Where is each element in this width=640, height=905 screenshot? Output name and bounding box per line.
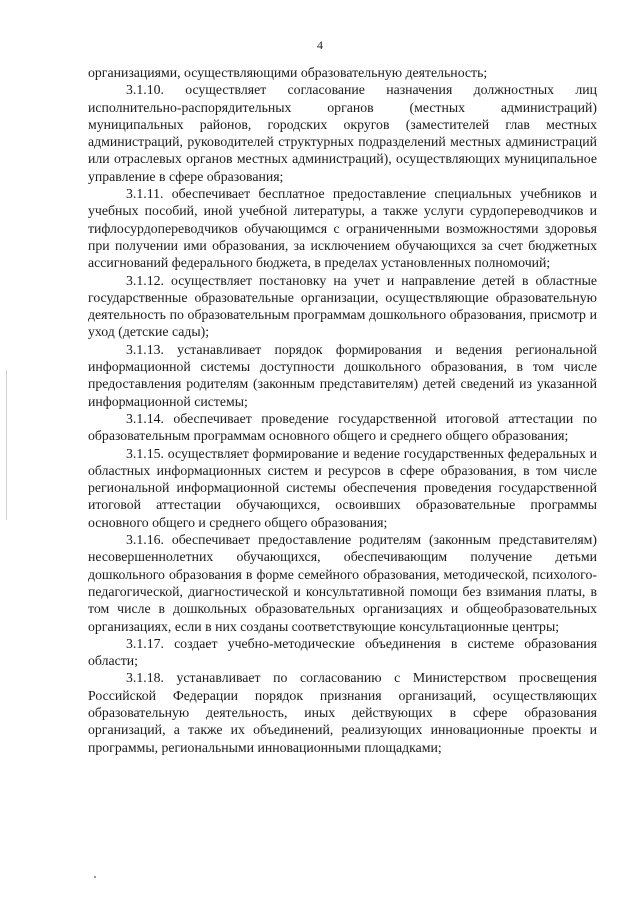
paragraph-continuation: организациями, осуществляющими образовательную деятельность;	[88, 65, 488, 80]
paragraph-3-1-11: 3.1.11. обеспечивает бесплатное предоставление специальных учебников и учебных пособий, иной учебной литературы, а также услуги сурдопереводчиков и тифлосурдопереводчиков обучающимся с ограниченными возможностями здоровья при получении ими образования, за исключением обучающихся за счет бюджетных ассигнований федерального бюджета, в пределах установленных полномочий;	[88, 186, 597, 271]
paragraph-3-1-14: 3.1.14. обеспечивает проведение государственной итоговой аттестации по образовательным программам основного общего и среднего общего образования;	[88, 410, 597, 444]
body-text	[88, 64, 597, 756]
paragraph-3-1-16: 3.1.16. обеспечивает предоставление родителям (законным представителям) несовершеннолетних обучающихся, обеспечивающим получение детьми дошкольного образования в форме семейного образования, методической, психолого-педагогической, диагностической и консультативной помощи без взимания платы, в том числе в дошкольных образовательных организациях и общеобразовательных организациях, если в них созданы соответствующие консультационные центры;	[88, 532, 597, 634]
paragraph-3-1-17: 3.1.17. создает учебно-методические объединения в системе образования области;	[88, 635, 597, 669]
page-number: 4	[317, 38, 323, 52]
paragraph-3-1-18: 3.1.18. устанавливает по согласованию с Министерством просвещения Российской Федерации порядок признания организаций, осуществляющих образовательную деятельность, иных действующих в сфере образования организаций, а также их объединений, реализующих инновационные проекты и программы, региональными инновационными площадками;	[88, 670, 597, 755]
scan-speck	[94, 876, 96, 878]
scan-edge-mark	[6, 370, 7, 520]
paragraph-3-1-12: 3.1.12. осуществляет постановку на учет и направление детей в областные государственные образовательные организации, осуществляющие образовательную деятельность по образовательным программам дошкольного образования, присмотр и уход (детские сады);	[88, 272, 597, 340]
paragraph-3-1-13: 3.1.13. устанавливает порядок формирования и ведения региональной информационной системы доступности дошкольного образования, в том числе предоставления родителям (законным представителям) детей сведений из указанной информационной системы;	[88, 341, 597, 409]
paragraph-3-1-15: 3.1.15. осуществляет формирование и ведение государственных федеральных и областных информационных систем и ресурсов в сфере образования, в том числе региональной информационной системы обеспечения проведения государственной итоговой аттестации обучающихся, освоивших образовательные программы основного общего и среднего общего образования;	[88, 445, 597, 530]
paragraph-3-1-10: 3.1.10. осуществляет согласование назначения должностных лиц исполнительно-распорядительных органов (местных администраций) муниципальных районов, городских округов (заместителей глав местных администраций, руководителей структурных подразделений местных администраций или отраслевых органов местных администраций), осуществляющих муниципальное управление в сфере образования;	[88, 82, 597, 184]
